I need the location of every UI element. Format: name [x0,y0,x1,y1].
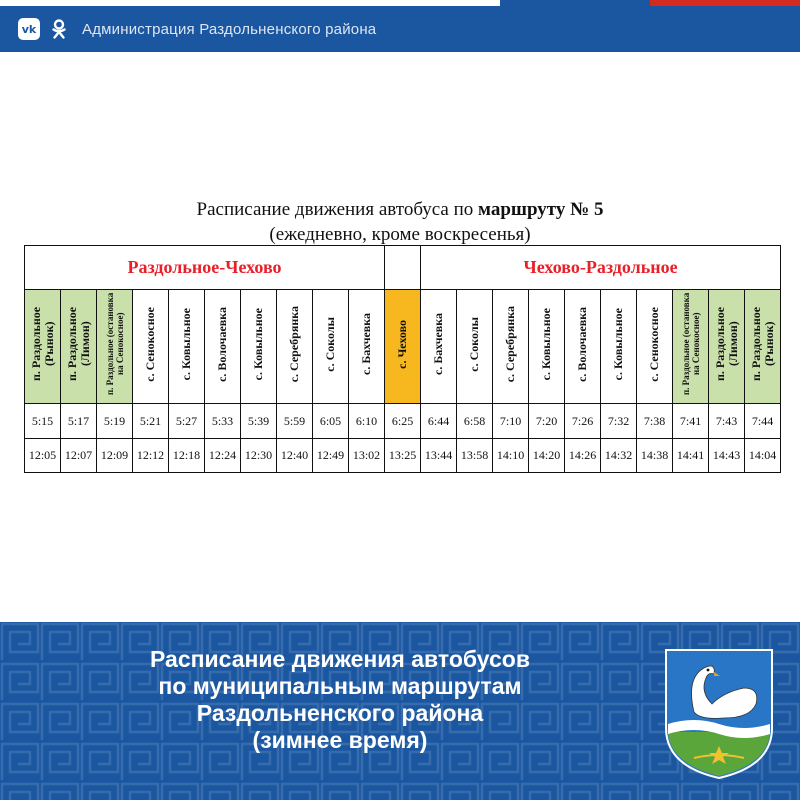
departure-time-cell: 7:26 [565,404,601,439]
departure-time-cell: 14:43 [709,439,745,473]
stop-cell [637,290,673,404]
stop-label: п. Раздольное (Лимон) [712,306,740,382]
stop-label: с. Ковыльное [611,307,626,381]
banner-heading [60,646,620,754]
stop-cell [601,290,637,404]
departure-time-cell: 14:26 [565,439,601,473]
departure-time-cell: 6:05 [313,404,349,439]
banner-line-1: Расписание движения автобусов [150,646,530,672]
stop-label: с. Волочаевка [575,306,590,382]
departure-time-cell: 12:49 [313,439,349,473]
departure-time-cell: 6:25 [385,404,421,439]
stop-label: п. Раздольное (Лимон) [64,306,92,382]
stop-label: с. Серебрянка [503,305,518,383]
stop-cell [205,290,241,404]
departure-time-cell: 12:30 [241,439,277,473]
stop-label: п. Раздольное (Рынок) [748,306,776,382]
stop-cell [349,290,385,404]
schedule-subtitle: (ежедневно, кроме воскресенья) [269,224,531,245]
route-turnaround-heading [385,246,421,290]
stop-label: с. Бахчевка [359,313,374,375]
stop-label: с. Соколы [467,316,482,372]
departure-time-cell: 14:20 [529,439,565,473]
departure-time-cell: 13:58 [457,439,493,473]
stop-cell [493,290,529,404]
departure-time-cell: 12:12 [133,439,169,473]
stop-cell [133,290,169,404]
route-forward-heading: Раздольное-Чехово [25,246,385,290]
departure-time-cell: 5:59 [277,404,313,439]
top-header [0,0,800,52]
stop-cell [385,290,421,404]
stop-cell [61,290,97,404]
trip-row [25,439,781,473]
departure-time-cell: 14:04 [745,439,781,473]
stop-label: с. Серебрянка [287,305,301,383]
departure-time-cell: 6:58 [457,404,493,439]
odnoklassniki-icon[interactable] [48,18,70,40]
departure-time-cell: 7:38 [637,404,673,439]
banner-line-4: (зимнее время) [252,727,428,753]
stop-label: с. Сенокосное [143,306,157,382]
banner-line-2: по муниципальным маршрутам [158,673,522,699]
stop-label: с. Волочаевка [215,306,229,382]
schedule-title-prefix: Расписание движения автобуса по [196,199,479,220]
departure-time-cell: 7:41 [673,404,709,439]
departure-time-cell: 14:32 [601,439,637,473]
stop-cell [25,290,61,404]
stops-row [25,290,781,404]
departure-time-cell: 13:44 [421,439,457,473]
trip-row [25,404,781,439]
departure-time-cell: 13:02 [349,439,385,473]
departure-time-cell: 5:33 [205,404,241,439]
stop-cell [457,290,493,404]
departure-time-cell: 7:20 [529,404,565,439]
stop-cell [709,290,745,404]
departure-time-cell: 5:39 [241,404,277,439]
vk-icon[interactable]: vk [18,18,40,40]
departure-time-cell: 7:44 [745,404,781,439]
stop-label: п. Раздольное (остановка на Сенокосное) [104,292,125,396]
departure-time-cell: 14:10 [493,439,529,473]
stop-cell [97,290,133,404]
swan-coat-of-arms-icon [664,648,774,780]
departure-time-cell: 6:44 [421,404,457,439]
banner-line-3: Раздольненского района [196,700,484,726]
page-title: Администрация Раздольненского района [82,21,377,38]
schedule-title-route: маршруту № 5 [478,199,604,220]
departure-time-cell: 5:27 [169,404,205,439]
flag-stripes [0,0,800,6]
stop-label: с. Сенокосное [647,306,662,382]
stop-cell [313,290,349,404]
departure-time-cell: 7:10 [493,404,529,439]
departure-time-cell: 7:32 [601,404,637,439]
departure-time-cell: 12:07 [61,439,97,473]
stop-label: п. Раздольное (остановка на Сенокосное) [680,292,701,396]
stop-cell [421,290,457,404]
stop-cell [241,290,277,404]
route-return-heading: Чехово-Раздольное [421,246,781,290]
departure-time-cell: 12:18 [169,439,205,473]
stop-cell [169,290,205,404]
departure-time-cell: 5:19 [97,404,133,439]
stop-label: с. Ковыльное [179,307,193,381]
stop-cell [529,290,565,404]
bottom-banner [0,622,800,800]
stop-label: с. Соколы [323,316,337,372]
stop-label: с. Бахчевка [431,313,446,375]
departure-time-cell: 7:43 [709,404,745,439]
schedule-table [24,245,781,473]
departure-time-cell: 13:25 [385,439,421,473]
stop-label: с. Ковыльное [251,307,265,381]
departure-time-cell: 5:15 [25,404,61,439]
departure-time-cell: 5:21 [133,404,169,439]
schedule-title [24,199,776,221]
departure-time-cell: 12:40 [277,439,313,473]
departure-time-cell: 6:10 [349,404,385,439]
departure-time-cell: 5:17 [61,404,97,439]
stop-cell [277,290,313,404]
stop-cell [673,290,709,404]
departure-time-cell: 12:05 [25,439,61,473]
stop-cell [745,290,781,404]
stop-cell [565,290,601,404]
stop-label: с. Чехово [395,319,410,369]
stop-label: п. Раздольное (Рынок) [28,306,56,382]
departure-time-cell: 14:41 [673,439,709,473]
departure-time-cell: 12:24 [205,439,241,473]
departure-time-cell: 12:09 [97,439,133,473]
departure-time-cell: 14:38 [637,439,673,473]
stop-label: с. Ковыльное [539,307,554,381]
